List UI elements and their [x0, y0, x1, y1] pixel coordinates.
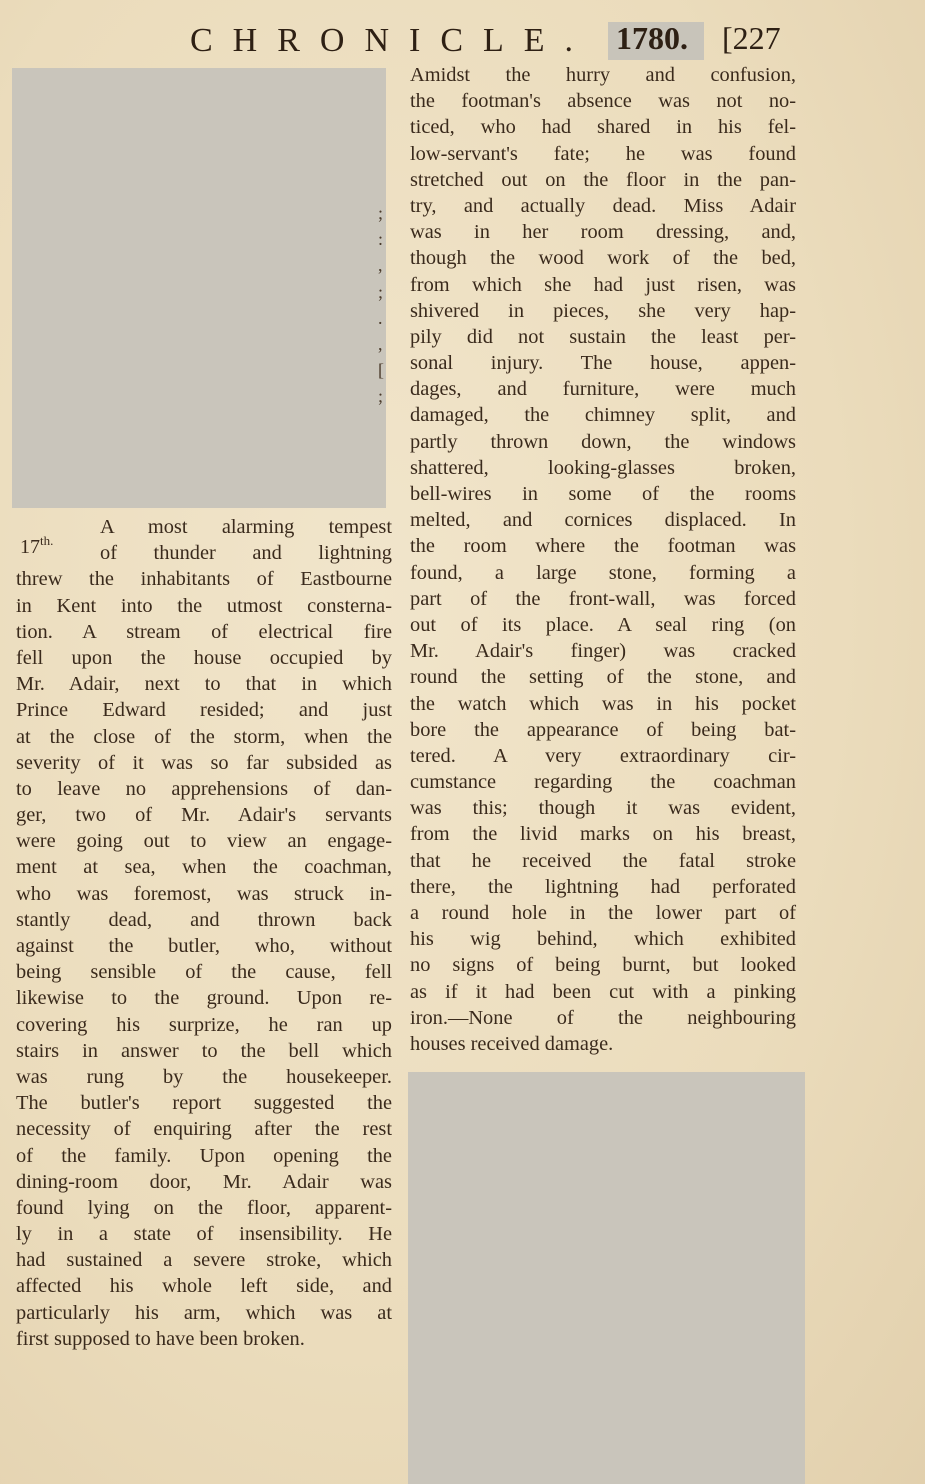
text-line: part of the front-wall, was forced: [410, 587, 796, 610]
text-line: dages, and furniture, were much: [410, 378, 796, 401]
text-line: particularly his arm, which was at: [16, 1301, 392, 1324]
text-line: in Kent into the utmost consterna-: [16, 594, 392, 617]
text-line: stretched out on the floor in the pan-: [410, 168, 796, 191]
text-line: the room where the footman was: [410, 535, 796, 558]
date-day: $17^{th.}$: [20, 533, 54, 558]
text-line: though the wood work of the bed,: [410, 247, 796, 270]
text-line: stairs in answer to the bell which: [16, 1039, 392, 1062]
page-header: [0, 18, 925, 62]
text-line: the watch which was in his pocket: [410, 692, 796, 715]
text-line: were going out to view an engage-: [16, 830, 392, 853]
text-line: shattered, looking-glasses broken,: [410, 456, 796, 479]
text-line: a round hole in the lower part of: [410, 902, 796, 924]
text-line: his wig behind, which exhibited: [410, 928, 796, 951]
text-line: The butler's report suggested the: [16, 1092, 392, 1115]
text-line: bell-wires in some of the rooms: [410, 483, 796, 505]
text-line: shivered in pieces, she very hap-: [410, 299, 796, 322]
text-line: partly thrown down, the windows: [410, 430, 796, 453]
text-line: try, and actually dead. Miss Adair: [410, 194, 796, 217]
text-line: pily did not sustain the least per-: [410, 325, 796, 348]
text-line: ly in a state of insensibility. He: [16, 1223, 392, 1246]
margin-mark: [: [378, 360, 384, 381]
text-line: severity of it was so far subsided as: [16, 751, 392, 774]
text-line: damaged, the chimney split, and: [410, 404, 796, 427]
text-line: being sensible of the cause, fell: [16, 961, 392, 984]
text-line: against the butler, who, without: [16, 935, 392, 957]
text-line: of the family. Upon opening the: [16, 1144, 392, 1167]
text-line: of thunder and lightning: [100, 542, 392, 565]
text-line: stantly dead, and thrown back: [16, 908, 392, 931]
margin-mark: .: [378, 307, 383, 328]
text-line: necessity of enquiring after the rest: [16, 1118, 392, 1141]
text-line: tion. A stream of electrical fire: [16, 620, 392, 643]
margin-punctuation: [378, 200, 390, 410]
margin-mark: ,: [378, 255, 383, 276]
right-column: [410, 62, 796, 1057]
text-line: as if it had been cut with a pinking: [410, 980, 796, 1003]
text-line: ment at sea, when the coachman,: [16, 856, 392, 879]
text-line: low-servant's fate; he was found: [410, 142, 796, 165]
text-line: Mr. Adair's finger) was cracked: [410, 640, 796, 663]
text-line: covering his surprize, he ran up: [16, 1013, 392, 1036]
text-line: out of its place. A seal ring (on: [410, 613, 796, 636]
text-line: threw the inhabitants of Eastbourne: [16, 568, 392, 591]
margin-mark: ;: [378, 281, 384, 302]
text-line: who was foremost, was struck in-: [16, 882, 392, 905]
text-line: likewise to the ground. Upon re-: [16, 987, 392, 1010]
text-line: found lying on the floor, apparent-: [16, 1196, 392, 1219]
redacted-region-bottom-right: [408, 1072, 805, 1484]
text-line: was in her room dressing, and,: [410, 221, 796, 244]
text-line: bore the appearance of being bat-: [410, 718, 796, 741]
text-line: ticed, who had shared in his fel-: [410, 116, 796, 139]
text-line: sonal injury. The house, appen-: [410, 352, 796, 375]
text-line: found, a large stone, forming a: [410, 561, 796, 584]
margin-mark: :: [378, 229, 384, 250]
redacted-region-top-left: [12, 68, 386, 508]
text-line: iron.—None of the neighbouring: [410, 1006, 796, 1029]
text-line: was rung by the housekeeper.: [16, 1065, 392, 1088]
page-number: [227: [722, 20, 781, 56]
margin-mark: ,: [378, 333, 383, 354]
text-line: first supposed to have been broken.: [16, 1327, 305, 1350]
text-line: fell upon the house occupied by: [16, 646, 392, 669]
text-line: Amidst the hurry and confusion,: [410, 64, 796, 86]
text-line: was this; though it was evident,: [410, 797, 796, 820]
text-line: dining-room door, Mr. Adair was: [16, 1170, 392, 1193]
text-line: affected his whole left side, and: [16, 1275, 392, 1298]
text-line: from the livid marks on his breast,: [410, 823, 796, 846]
text-line: the footman's absence was not no-: [410, 90, 796, 113]
text-line: to leave no apprehensions of dan-: [16, 777, 392, 800]
text-line: from which she had just risen, was: [410, 273, 796, 296]
text-line: cumstance regarding the coachman: [410, 771, 796, 794]
text-line: ger, two of Mr. Adair's servants: [16, 804, 392, 827]
text-line: houses received damage.: [410, 1032, 614, 1055]
date-suffix: th.: [40, 533, 54, 548]
page-year: 1780.: [616, 20, 688, 56]
text-line: Prince Edward resided; and just: [16, 699, 392, 722]
text-line: at the close of the storm, when the: [16, 725, 392, 748]
margin-mark: ;: [378, 203, 384, 223]
text-line: melted, and cornices displaced. In: [410, 509, 796, 532]
text-line: there, the lightning had perforated: [410, 875, 796, 898]
text-line: tered. A very extraordinary cir-: [410, 744, 796, 767]
text-line: Mr. Adair, next to that in which: [16, 673, 392, 696]
text-line: round the setting of the stone, and: [410, 666, 796, 689]
text-line: that he received the fatal stroke: [410, 849, 796, 872]
running-title: CHRONICLE.: [190, 22, 594, 59]
margin-mark: ;: [378, 386, 384, 407]
text-line: had sustained a severe stroke, which: [16, 1249, 392, 1272]
left-column: [16, 514, 392, 1352]
text-line: A most alarming tempest: [100, 516, 392, 538]
text-line: no signs of being burnt, but looked: [410, 954, 796, 977]
